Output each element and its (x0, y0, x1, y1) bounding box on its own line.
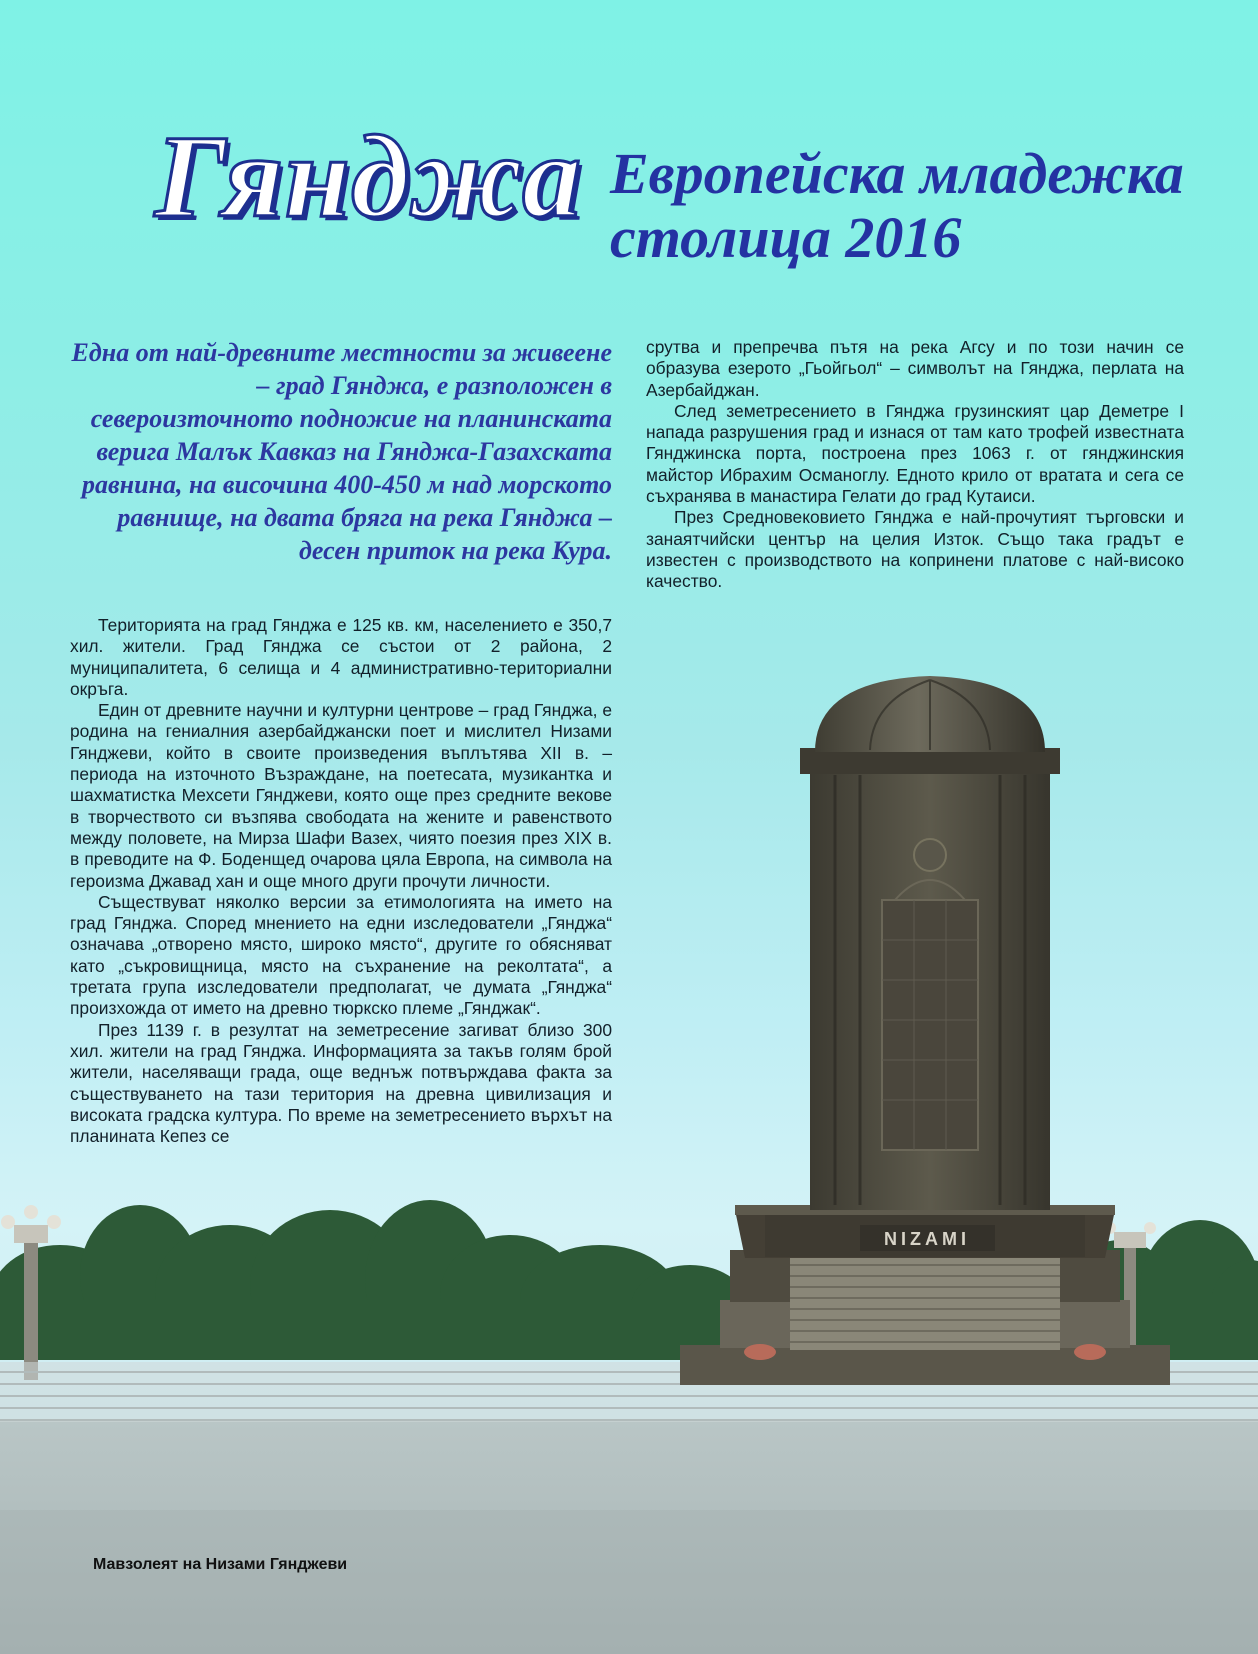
medallion-emblem (914, 839, 946, 871)
nizami-inscription: NIZAMI (884, 1229, 970, 1249)
subtitle-line-2: столица 2016 (610, 205, 962, 270)
body-paragraph: Съществуват няколко версии за етимологията на името на град Гянджа. Според мнението на едни изследователи „Гянджа“ означава „отворено място, широко място“, другите го обясняват като „съкровищница, място на съхранение на реколтата“, а третата група изследователи предполагат, че думата „Гянджа“ произхожда от името на древно тюркско племе „Гянджак“. (70, 891, 612, 1019)
body-paragraph-continuation: срутва и препречва пътя на река Агсу и по този начин се образува езерото „Гьойгьол“ – символът на Гянджа, перлата на Азербайджан. (646, 337, 1184, 400)
lead-paragraph: Една от най-древните местности за живеене – град Гянджа, е разположен в североизточното подножие на планинската верига Малък Кавказ на Гянджа-Газахската равнина, на височина 400-450 м над морското равнище, на двата бряга на река Гянджа – десен приток на река Кура. (71, 338, 612, 565)
monument-stairs (680, 1250, 1170, 1385)
page-title: Гянджа (155, 111, 583, 242)
page-subtitle (610, 142, 1240, 270)
photo-caption: Мавзолеят на Низами Гянджеви (93, 1556, 348, 1573)
body-paragraph: След земетресението в Гянджа грузинският цар Деметре I напада разрушения град и изнася от там като трофей известната Гянджинска порта, построена през 1063 г. от гянджинския майстор Ибрахим Османоглу. Едното крило от вратата и сега се съхранява в манастира Гелати до град Кутаиси. (646, 400, 1184, 507)
body-paragraph: През 1139 г. в резултат на земетресение загиват близо 300 хил. жители на град Гянджа. Информацията за такъв голям брой жители, населяващи града, още веднъж потвърждава факта за съществуването на тази територия на древна цивилизация и високата градска култура. По време на земетресението върхът на планината Кепез се (70, 1019, 612, 1147)
left-column (70, 615, 612, 1147)
body-paragraph: През Средновековието Гянджа е най-прочутият търговски и занаятчийски център на целия Изток. Също така градът е известен с производството на копринени платове с най-високо качество. (646, 507, 1184, 592)
ornamental-panel (882, 900, 978, 1150)
body-paragraph: Територията на град Гянджа е 125 кв. км, населението е 350,7 хил. жители. Град Гянджа се състои от 2 района, 2 муниципалитета, 6 селища и 4 административно-териториални окръга. (70, 615, 612, 699)
subtitle-line-1: Европейска младежка (610, 141, 1184, 206)
body-paragraph: Един от древните научни и културни центрове – град Гянджа, е родина на гениалния азербайджански поет и мислител Низами Гянджеви, който в своите произведения въплътява XII в. – периода на източното Възраждане, на поетесата, музикантка и шахматистка Мехсети Гянджеви, която още през средните векове в творчеството си възпява свободата на жените и равенството между половете, на Мирза Шафи Вазех, чиято поезия през XIX в. в преводите на Ф. Боденщед очарова цяла Европа, на символа на героизма Джавад хан и още много други прочути личности. (70, 700, 612, 891)
trees-left (0, 1200, 750, 1360)
right-column (646, 337, 1184, 593)
